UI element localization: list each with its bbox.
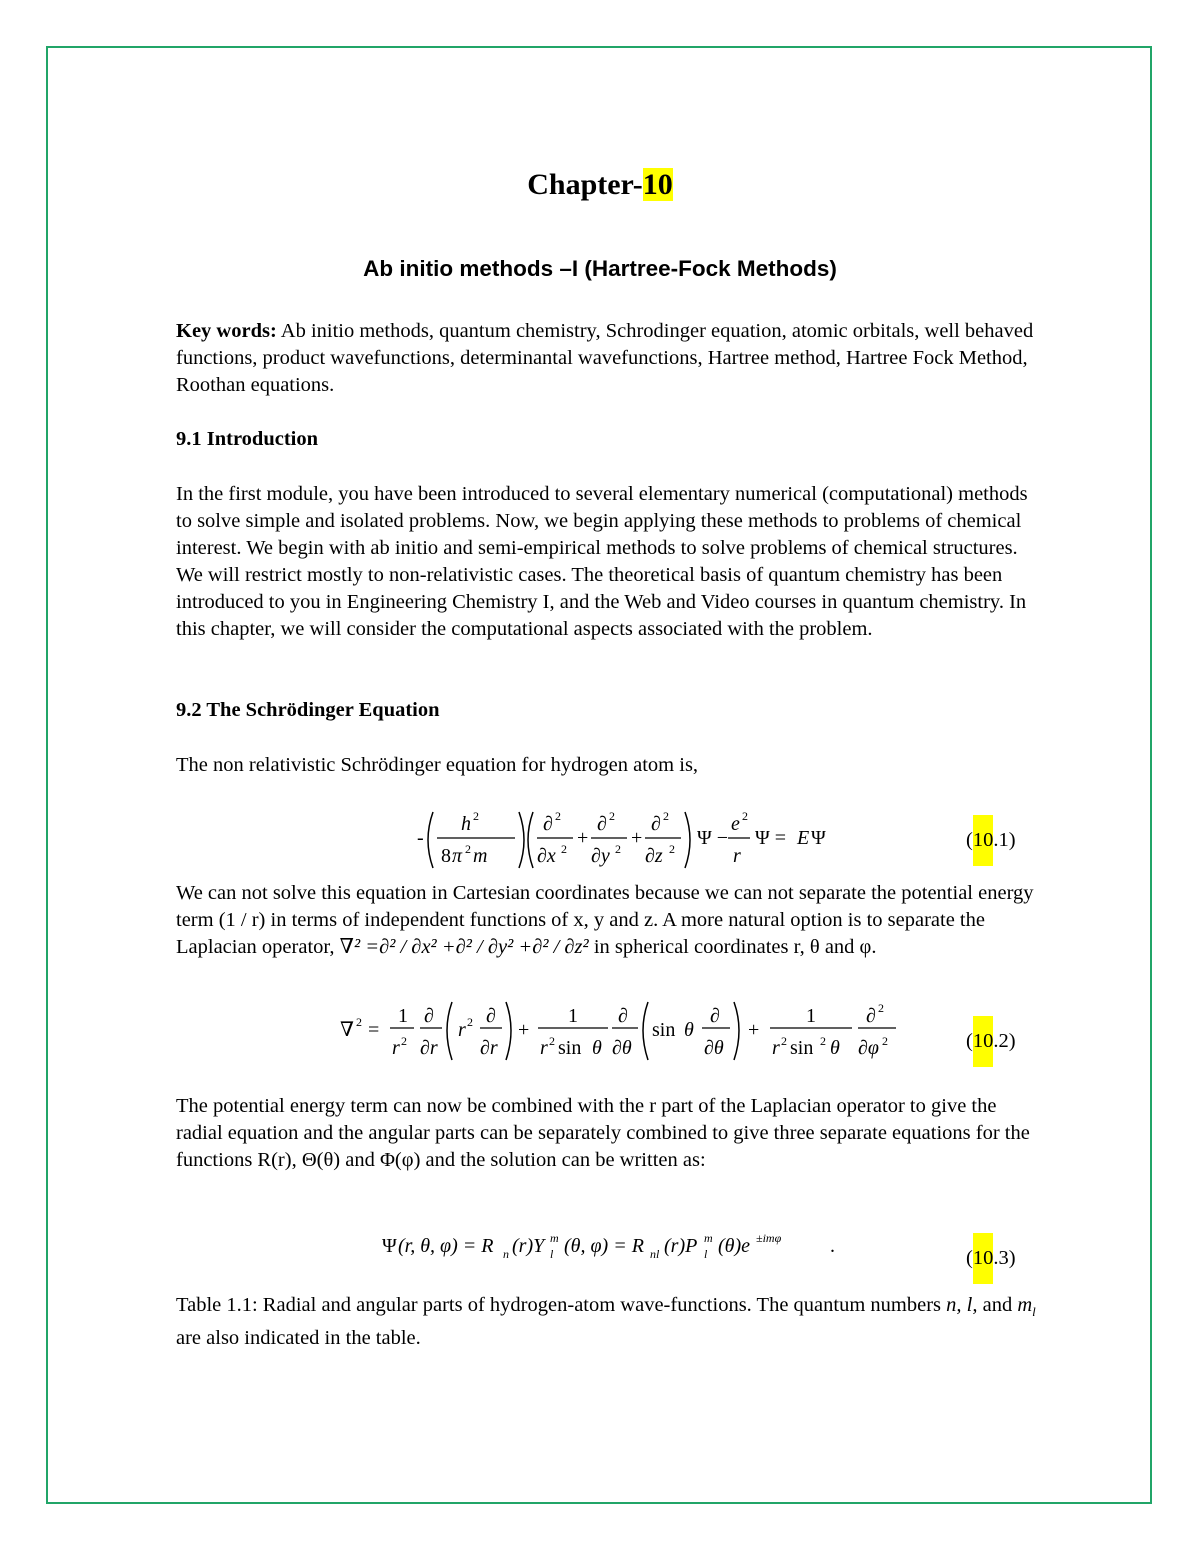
svg-text:∂x: ∂x [537, 845, 556, 867]
svg-text:2: 2 [878, 1001, 884, 1015]
svg-text:+: + [748, 1019, 760, 1041]
svg-text:l: l [704, 1247, 708, 1261]
equation-chapter-1: 10 [973, 815, 994, 866]
svg-text:m: m [550, 1231, 559, 1245]
equation-number-3 [966, 1233, 1016, 1284]
equation-number-1 [966, 815, 1016, 866]
svg-text:r: r [392, 1037, 400, 1059]
equation-number-open-1: ( [966, 829, 973, 851]
equation-hydrogen-schrodinger [415, 800, 845, 880]
equation-suffix-3: .3) [993, 1247, 1016, 1269]
schrodinger-intro: The non relativistic Schrödinger equation for hydrogen atom is, [176, 754, 699, 776]
svg-text:(θ)e: (θ)e [718, 1235, 751, 1257]
equation-hydrogen-solution [382, 1226, 852, 1266]
svg-text:2: 2 [465, 842, 471, 856]
svg-text:2: 2 [882, 1034, 888, 1048]
svg-text:Ψ −: Ψ − [697, 827, 729, 849]
svg-text:2: 2 [742, 809, 748, 823]
svg-text:2: 2 [609, 809, 615, 823]
svg-text:∂: ∂ [424, 1005, 434, 1027]
svg-text:θ: θ [684, 1019, 694, 1041]
svg-text:∂φ: ∂φ [858, 1037, 879, 1059]
spherical-text: in spherical coordinates r, θ and φ. [593, 936, 877, 958]
svg-text:e: e [731, 813, 740, 835]
quantum-number-m-subscript: l [1032, 1304, 1036, 1320]
svg-text:∂: ∂ [866, 1005, 876, 1027]
quantum-numbers-nl: n, l, [946, 1294, 978, 1316]
svg-text:+: + [631, 827, 643, 849]
svg-text:8: 8 [441, 845, 451, 867]
separation-text: We can not solve this equation in Cartesian coordinates because we can not separate the potential energy term (1 / r) in terms of independent functions of x, y and z. A more natural option is to separate the Laplacian operator, [176, 882, 1034, 958]
equation-chapter-3: 10 [973, 1233, 994, 1284]
inline-laplacian: ∇² =∂² / ∂x² +∂² / ∂y² +∂² / ∂z² [339, 936, 589, 958]
svg-text:Ψ: Ψ [382, 1235, 397, 1257]
equation-number-2 [966, 1016, 1016, 1067]
introduction-paragraph: In the first module, you have been introduced to several elementary numerical (computational) methods to solve simple and isolated problems. Now, we begin applying these methods to problems of chemical interest. We begin with ab initio and semi-empirical methods to solve problems of chemical structures. We will restrict mostly to non-relativistic cases. The theoretical basis of quantum chemistry has been introduced to you in Engineering Chemistry I, and the Web and Video courses in quantum chemistry. In this chapter, we will consider the computational aspects associated with the problem. [176, 483, 1028, 640]
svg-text:∂r: ∂r [480, 1037, 498, 1059]
keywords-text: Ab initio methods, quantum chemistry, Schrodinger equation, atomic orbitals, well behaved functions, product wavefunctions, determinantal wavefunctions, Hartree method, Hartree Fock Method, Roothan equations. [176, 320, 1034, 396]
chapter-title [0, 168, 1200, 202]
svg-text:(r, θ, φ) = R: (r, θ, φ) = R [398, 1235, 494, 1257]
svg-text:1: 1 [398, 1005, 408, 1027]
svg-text:(r)Y: (r)Y [512, 1235, 545, 1257]
svg-text:E: E [797, 827, 810, 849]
svg-text:∂: ∂ [618, 1005, 628, 1027]
svg-text:Ψ =: Ψ = [755, 827, 787, 849]
table-caption-end: are also indicated in the table. [176, 1327, 421, 1350]
svg-text:2: 2 [669, 842, 675, 856]
svg-text:∂z: ∂z [645, 845, 663, 867]
svg-text:2: 2 [473, 809, 479, 823]
svg-text:Ψ: Ψ [811, 827, 826, 849]
quantum-number-m: m [1017, 1294, 1033, 1316]
equation-number-open-3: ( [966, 1247, 973, 1269]
svg-text:h: h [461, 813, 471, 835]
section-heading-schrodinger: 9.2 The Schrödinger Equation [176, 699, 440, 721]
svg-text:r: r [458, 1019, 466, 1041]
svg-text:2: 2 [781, 1034, 787, 1048]
chapter-number: 10 [642, 168, 673, 201]
svg-text:2: 2 [663, 809, 669, 823]
svg-text:∂y: ∂y [591, 845, 610, 867]
svg-text:π: π [452, 845, 463, 867]
svg-text:2: 2 [356, 1015, 362, 1029]
keywords-label: Key words: [176, 320, 277, 342]
svg-text:sin: sin [558, 1037, 582, 1059]
table-caption [176, 1292, 1036, 1352]
equation-chapter-2: 10 [973, 1016, 994, 1067]
svg-text:+: + [518, 1019, 530, 1041]
svg-text:m: m [704, 1231, 713, 1245]
svg-text:1: 1 [806, 1005, 816, 1027]
equation-laplacian-spherical [340, 998, 910, 1068]
svg-text:∇: ∇ [340, 1019, 354, 1041]
svg-text:sin: sin [652, 1019, 676, 1041]
svg-text:r: r [733, 845, 741, 867]
equation-suffix-1: .1) [993, 829, 1016, 851]
svg-text:∂: ∂ [486, 1005, 496, 1027]
svg-text:1: 1 [568, 1005, 578, 1027]
svg-text:∂θ: ∂θ [704, 1037, 724, 1059]
table-caption-text: Table 1.1: Radial and angular parts of hydrogen-atom wave-functions. The quantum numbers [176, 1294, 947, 1316]
svg-text:θ: θ [830, 1037, 840, 1059]
svg-text:m: m [473, 845, 488, 867]
chapter-subtitle: Ab initio methods –I (Hartree-Fock Methods) [363, 256, 837, 281]
svg-text:2: 2 [555, 809, 561, 823]
equation-number-open-2: ( [966, 1030, 973, 1052]
svg-text:-: - [417, 827, 424, 849]
equation-suffix-2: .2) [993, 1030, 1016, 1052]
svg-text:2: 2 [615, 842, 621, 856]
svg-text:l: l [550, 1247, 554, 1261]
svg-text:∂: ∂ [597, 813, 607, 835]
svg-text:+: + [577, 827, 589, 849]
svg-text:2: 2 [467, 1015, 473, 1029]
svg-text:r: r [772, 1037, 780, 1059]
svg-text:n: n [503, 1247, 509, 1261]
separation-paragraph [176, 880, 1036, 961]
svg-text:=: = [368, 1019, 380, 1041]
svg-text:∂: ∂ [543, 813, 553, 835]
svg-text:sin: sin [790, 1037, 814, 1059]
svg-text:r: r [540, 1037, 548, 1059]
svg-text:∂r: ∂r [420, 1037, 438, 1059]
svg-text:θ: θ [592, 1037, 602, 1059]
svg-text:(r)P: (r)P [664, 1235, 698, 1257]
svg-text:±imφ: ±imφ [756, 1231, 782, 1245]
svg-text:2: 2 [549, 1034, 555, 1048]
section-heading-introduction: 9.1 Introduction [176, 428, 319, 450]
keywords-paragraph [176, 318, 1036, 399]
solution-paragraph: The potential energy term can now be combined with the r part of the Laplacian operator to give the radial equation and the angular parts can be separately combined to give three separate equations for the functions R(r), Θ(θ) and Φ(φ) and the solution can be written as: [176, 1095, 1030, 1171]
table-caption-and: and [977, 1294, 1018, 1316]
svg-text:(θ, φ) = R: (θ, φ) = R [564, 1235, 644, 1257]
svg-text:2: 2 [820, 1034, 826, 1048]
chapter-prefix: Chapter- [527, 168, 643, 201]
svg-text:2: 2 [561, 842, 567, 856]
svg-text:∂: ∂ [710, 1005, 720, 1027]
svg-text:.: . [830, 1235, 835, 1257]
svg-text:∂θ: ∂θ [612, 1037, 632, 1059]
svg-text:∂: ∂ [651, 813, 661, 835]
svg-text:nl: nl [650, 1247, 660, 1261]
svg-text:2: 2 [401, 1034, 407, 1048]
